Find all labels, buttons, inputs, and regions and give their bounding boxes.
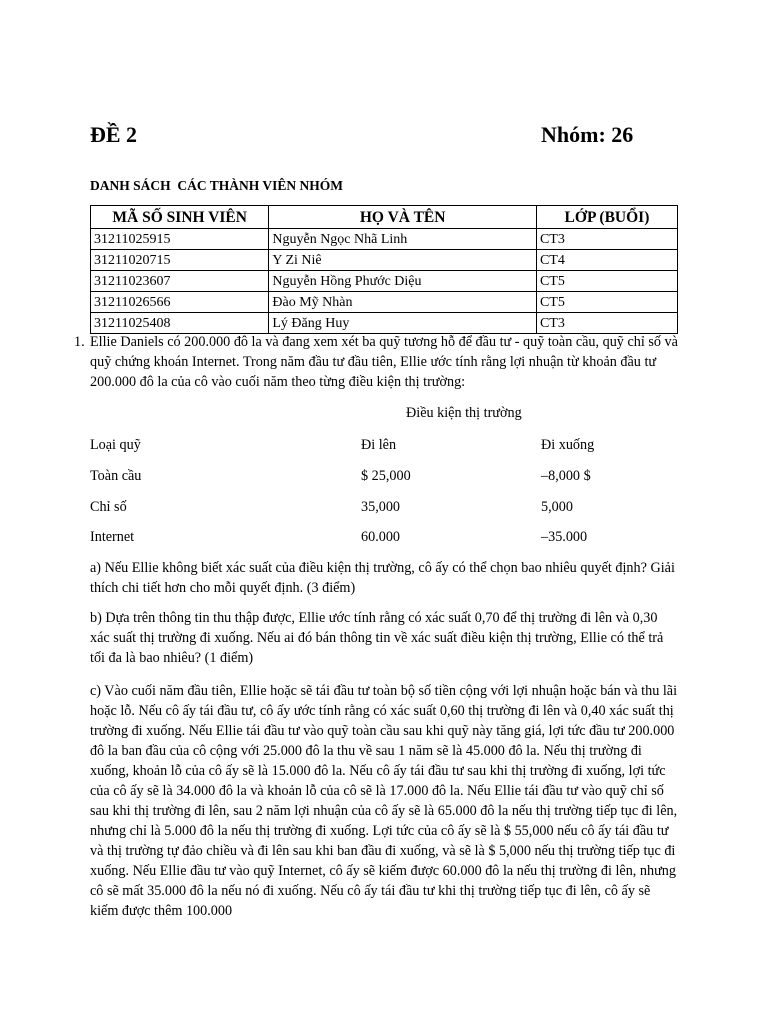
question-part-c: c) Vào cuối năm đầu tiên, Ellie hoặc sẽ tái đầu tư toàn bộ số tiền cộng với lợi nhuận hoặc bán và thu lãi hoặc lỗ. Nếu cô ấy tái đầu tư, cô ấy ước tính rằng có xác suất 0,60 thị trường đi lên và 0,40 xác suất thị trường đi xuống. Nếu Ellie tái đầu tư vào quỹ toàn cầu sau khi quỹ này tăng giá, lợi tức đầu tư 200.000 đô la ban đầu của cô cộng với 25.000 đô la thu về sau 1 năm sẽ là 45.000 đô la. Nếu thị trường đi xuống, khoản lỗ của cô ấy sẽ là 15.000 đô la. Nếu cô ấy tái đầu tư sau khi thị trường đi xuống, lợi tức của cô ấy sẽ là 34.000 đô la và khoản lỗ của cô sẽ là 17.000 đô la. Nếu Ellie tái đầu tư vào quỹ chỉ số sau khi thị trường đi lên, sau 2 năm lợi nhuận của cô ấy sẽ là 65.000 đô la nếu thị trường tiếp tục đi lên, nhưng chỉ là 5.000 đô la nếu thị trường đi xuống. Lợi tức của cô ấy sẽ là $ 55,000 nếu cô ấy tái đầu tư và thị trường tự đảo chiều và đi lên sau khi ban đầu đi xuống, và sẽ là $ 5,000 nếu thị trường tiếp tục đi xuống. Nếu Ellie đầu tư vào quỹ Internet, cô ấy sẽ kiếm được 60.000 đô la nếu thị trường đi lên, nhưng cô sẽ mất 35.000 đô la nếu nó đi xuống. Nếu cô ấy tái đầu tư khi thị trường tiếp tục đi lên, cô ấy sẽ kiếm được thêm 100.000 [90,683,678,919]
group-number: Nhóm: 26 [541,122,634,147]
question-intro: Ellie Daniels có 200.000 đô la và đang xem xét ba quỹ tương hỗ để đầu tư - quỹ toàn cầu, quỹ chỉ số và quỹ chứng khoán Internet. Trong năm đầu tư đầu tiên, Ellie ước tính rằng lợi nhuận từ khoản đầu tư 200.000 đô la của cô vào cuối năm theo từng điều kiện thị trường: [90,334,678,390]
table-row [91,292,678,313]
market-up-header: Đi lên [361,437,397,453]
fund-type-header: Loại quỹ [90,437,141,453]
fund-down-value: 5,000 [541,499,573,515]
member-table [90,205,678,334]
class-cell: CT5 [536,271,677,292]
full-name-cell: Lý Đăng Huy [269,313,537,334]
table-row [91,250,678,271]
class-cell: CT5 [536,292,677,313]
column-header-class: LỚP (BUỔI) [536,206,677,229]
market-down-header: Đi xuống [541,437,595,453]
column-header-student-id: MÃ SỐ SINH VIÊN [91,206,269,229]
fund-name: Toàn cầu [90,468,142,484]
fund-name: Chỉ số [90,499,127,515]
full-name-cell: Y Zi Niê [269,250,537,271]
student-id-cell: 31211025408 [91,313,269,334]
fund-up-value: $ 25,000 [361,468,411,484]
student-id-cell: 31211025915 [91,229,269,250]
market-conditions-heading: Điều kiện thị trường [406,405,522,421]
question-number: 1. [74,334,85,350]
column-header-full-name: HỌ VÀ TÊN [269,206,537,229]
fund-up-value: 35,000 [361,499,401,515]
fund-name: Internet [90,529,135,545]
full-name-cell: Nguyễn Hồng Phước Diệu [269,271,537,292]
full-name-cell: Nguyễn Ngọc Nhã Linh [269,229,537,250]
class-cell: CT3 [536,229,677,250]
table-header-row [91,206,678,229]
fund-down-value: –8,000 $ [541,468,591,484]
member-list-heading: DANH SÁCH CÁC THÀNH VIÊN NHÓM [90,178,344,193]
table-row [91,313,678,334]
exam-title: ĐỀ 2 [90,122,138,147]
question-part-a: a) Nếu Ellie không biết xác suất của điều kiện thị trường, cô ấy có thể chọn bao nhiêu quyết định? Giải thích chi tiết hơn cho mỗi quyết định. (3 điểm) [90,560,675,596]
student-id-cell: 31211020715 [91,250,269,271]
table-row [91,229,678,250]
class-cell: CT3 [536,313,677,334]
fund-up-value: 60.000 [361,529,401,545]
student-id-cell: 31211026566 [91,292,269,313]
question-part-b: b) Dựa trên thông tin thu thập được, Ellie ước tính rằng có xác suất 0,70 để thị trường đi lên và 0,30 xác suất thị trường đi xuống. Nếu ai đó bán thông tin về xác suất điều kiện thị trường, Ellie có thể trả tối đa là bao nhiêu? (1 điểm) [90,610,664,666]
class-cell: CT4 [536,250,677,271]
table-row [91,271,678,292]
full-name-cell: Đào Mỹ Nhàn [269,292,537,313]
student-id-cell: 31211023607 [91,271,269,292]
fund-down-value: –35.000 [541,529,588,545]
